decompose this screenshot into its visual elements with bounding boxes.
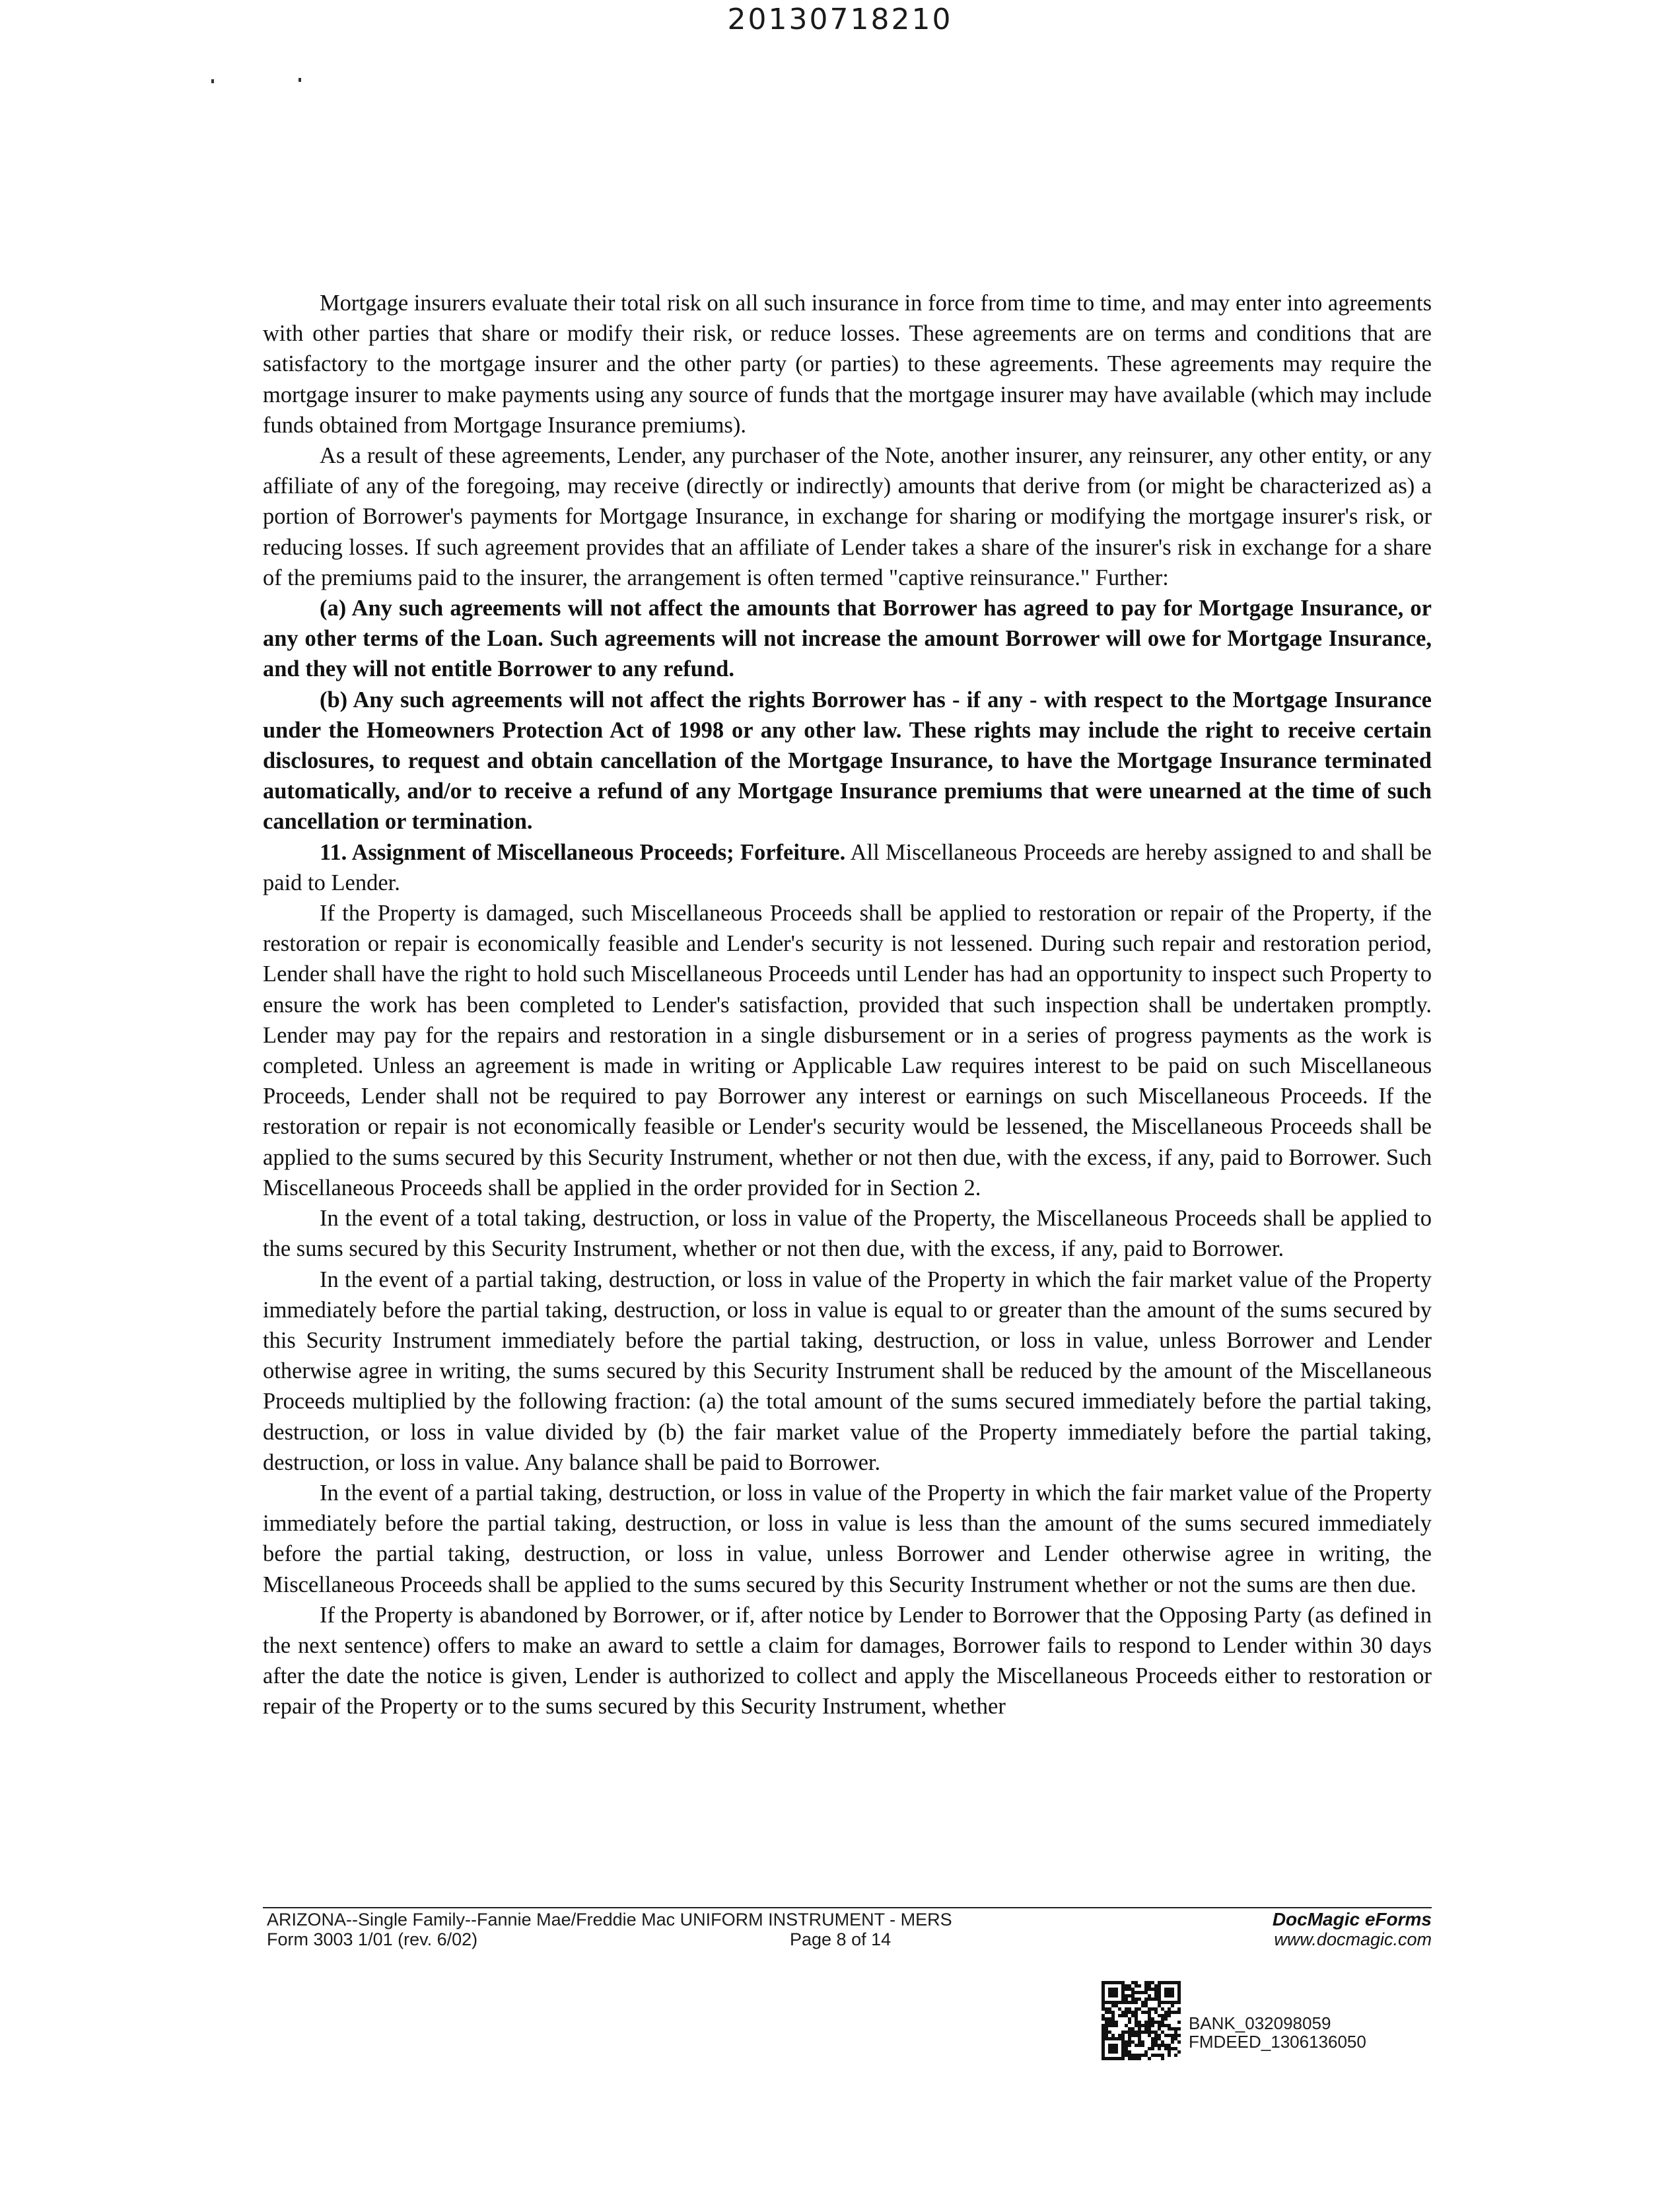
paragraph-partial-taking-less: In the event of a partial taking, destruction, or loss in value of the Property in which the fair market value of the Property immediately before the partial taking, destruction, or loss in value is less than the amount of the sums secured immediately before the partial taking, destruction, or loss in value, unless Borrower and Lender otherwise agree in writing, the Miscellaneous Proceeds shall be applied to the sums secured by this Security Instrument whether or not the sums are then due.	[263, 1480, 1432, 1597]
qr-code-icon	[1102, 1981, 1181, 2060]
paragraph-agreements: As a result of these agreements, Lender, any purchaser of the Note, another insurer, any reinsurer, any other entity, or any affiliate of any of the foregoing, may receive (directly or indirectly) amounts that derive from (or might be characterized as) a portion of Borrower's payments for Mortgage Insurance, in exchange for sharing or modifying the mortgage insurer's risk, or reducing losses. If such agreement provides that an affiliate of Lender takes a share of the insurer's risk in exchange for a share of the premiums paid to the insurer, the arrangement is often termed "captive reinsurance." Further:	[263, 443, 1432, 590]
document-body	[263, 288, 1432, 1722]
barcode-label	[1189, 2014, 1366, 2051]
paragraph-property-damaged: If the Property is damaged, such Miscellaneous Proceeds shall be applied to restoration or repair of the Property, if the restoration or repair is economically feasible and Lender's security is not lessened. During such repair and restoration period, Lender shall have the right to hold such Miscellaneous Proceeds until Lender has had an opportunity to inspect such Property to ensure the work has been completed to Lender's satisfaction, provided that such inspection shall be undertaken promptly. Lender may pay for the repairs and restoration in a single disbursement or in a series of progress payments as the work is completed. Unless an agreement is made in writing or Applicable Law requires interest to be paid on such Miscellaneous Proceeds, Lender shall not be required to pay Borrower any interest or earnings on such Miscellaneous Proceeds. If the restoration or repair is not economically feasible or Lender's security would be lessened, the Miscellaneous Proceeds shall be applied to the sums secured by this Security Instrument, whether or not then due, with the excess, if any, paid to Borrower. Such Miscellaneous Proceeds shall be applied in the order provided for in Section 2.	[263, 901, 1432, 1200]
footer-divider	[263, 1907, 1432, 1908]
recording-number: 20130718210	[727, 3, 953, 36]
docmagic-website: www.docmagic.com	[1274, 1929, 1432, 1949]
scan-speck	[298, 78, 301, 82]
scan-speck	[211, 79, 214, 83]
barcode-deed-id: FMDEED_1306136050	[1189, 2032, 1366, 2052]
paragraph-total-taking: In the event of a total taking, destruction, or loss in value of the Property, the Miscellaneous Proceeds shall be applied to the sums secured by this Security Instrument, whether or not then due, with the excess, if any, paid to Borrower.	[263, 1206, 1432, 1262]
form-title: ARIZONA--Single Family--Fannie Mae/Freddie Mac UNIFORM INSTRUMENT - MERS	[267, 1910, 952, 1929]
paragraph-clause-b: (b) Any such agreements will not affect the rights Borrower has - if any - with respect to the Mortgage Insurance under the Homeowners Protection Act of 1998 or any other law. These rights may include the right to receive certain disclosures, to request and obtain cancellation of the Mortgage Insurance, to have the Mortgage Insurance terminated automatically, and/or to receive a refund of any Mortgage Insurance premiums that were unearned at the time of such cancellation or termination.	[263, 687, 1432, 835]
section-11-title: 11. Assignment of Miscellaneous Proceeds; Forfeiture.	[320, 839, 846, 865]
paragraph-abandoned: If the Property is abandoned by Borrower, or if, after notice by Lender to Borrower that the Opposing Party (as defined in the next sentence) offers to make an award to settle a claim for damages, Borrower fails to respond to Lender within 30 days after the date the notice is given, Lender is authorized to collect and apply the Miscellaneous Proceeds either to restoration or repair of the Property or to the sums secured by this Security Instrument, whether	[263, 1602, 1432, 1719]
barcode-bank-id: BANK_032098059	[1189, 2013, 1331, 2033]
paragraph-insurer-risk: Mortgage insurers evaluate their total risk on all such insurance in force from time to time, and may enter into agreements with other parties that share or modify their risk, or reduce losses. These agreements are on terms and conditions that are satisfactory to the mortgage insurer and the other party (or parties) to these agreements. These agreements may require the mortgage insurer to make payments using any source of funds that the mortgage insurer may have available (which may include funds obtained from Mortgage Insurance premiums).	[263, 291, 1432, 438]
docmagic-logo: DocMagic eForms	[1272, 1909, 1432, 1929]
paragraph-clause-a: (a) Any such agreements will not affect the amounts that Borrower has agreed to pay for Mortgage Insurance, or any other terms of the Loan. Such agreements will not increase the amount Borrower will owe for Mortgage Insurance, and they will not entitle Borrower to any refund.	[263, 596, 1432, 682]
page-indicator: Page 8 of 14	[790, 1929, 892, 1949]
form-number: Form 3003 1/01 (rev. 6/02)	[267, 1929, 478, 1949]
section-11-heading-paragraph: 11. Assignment of Miscellaneous Proceeds; Forfeiture. All Miscellaneous Proceeds are hereby assigned to and shall be paid to Lender.	[263, 839, 1432, 895]
footer-brand	[1273, 1910, 1432, 1949]
paragraph-partial-taking-greater: In the event of a partial taking, destruction, or loss in value of the Property in which the fair market value of the Property immediately before the partial taking, destruction, or loss in value is equal to or greater than the amount of the sums secured by this Security Instrument immediately before the partial taking, destruction, or loss in value, unless Borrower and Lender otherwise agree in writing, the sums secured by this Security Instrument shall be reduced by the amount of the Miscellaneous Proceeds multiplied by the following fraction: (a) the total amount of the sums secured immediately before the partial taking, destruction, or loss in value divided by (b) the fair market value of the Property immediately before the partial taking, destruction, or loss in value. Any balance shall be paid to Borrower.	[263, 1267, 1432, 1475]
